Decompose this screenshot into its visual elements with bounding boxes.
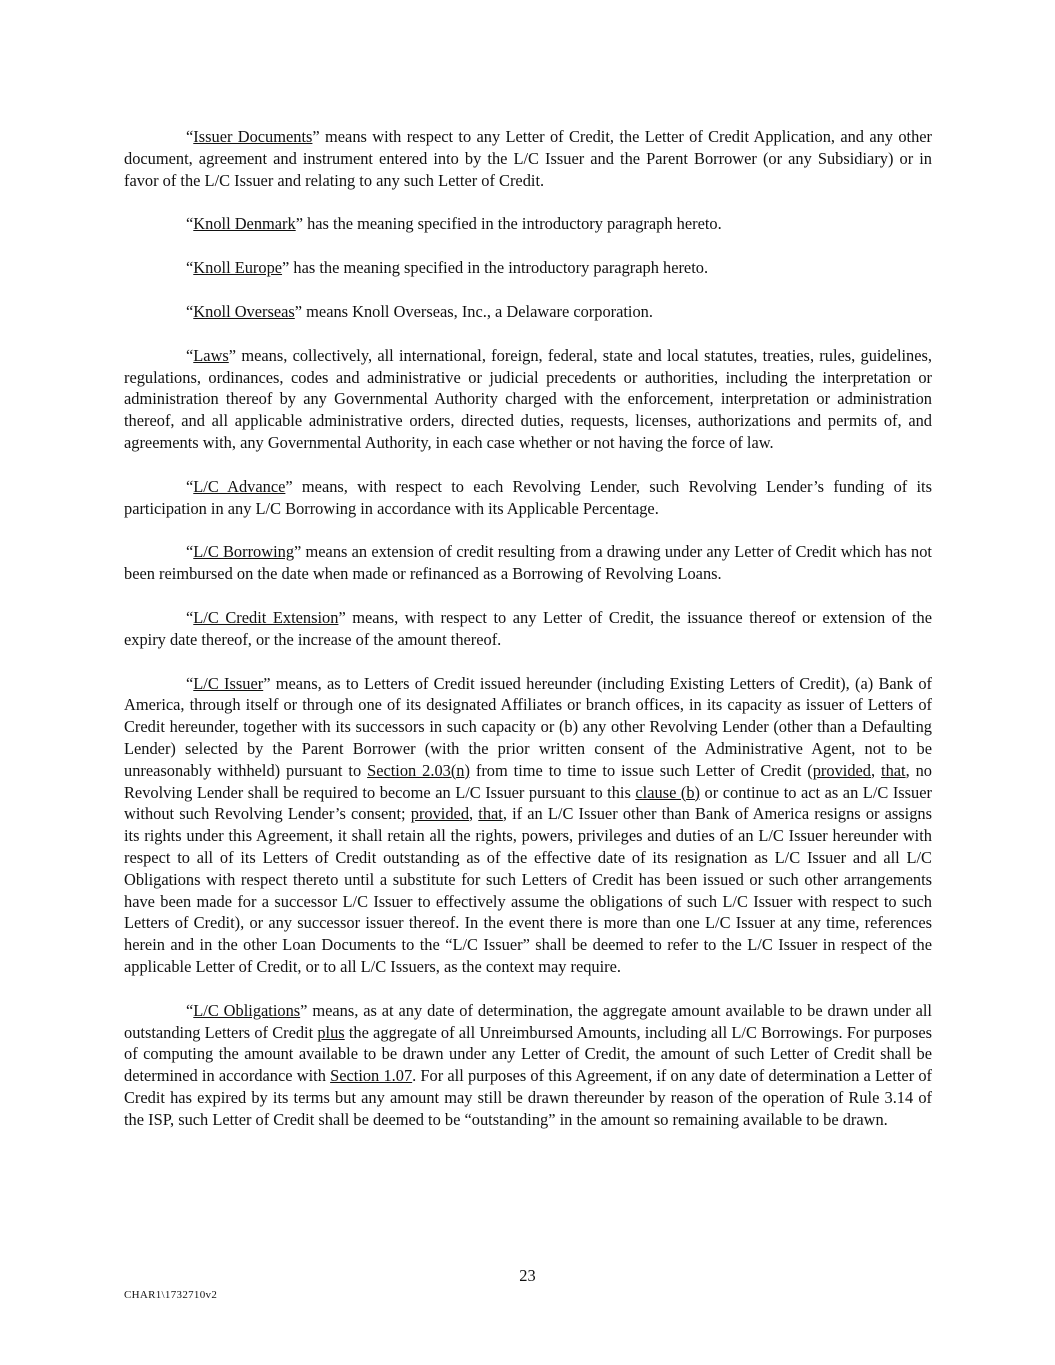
defined-term-reference: Knoll Overseas	[193, 301, 295, 321]
defined-term-reference: Section 1.07	[330, 1066, 413, 1086]
defined-term-reference: L/C Borrowing	[193, 542, 295, 562]
defined-term-reference: provided	[410, 804, 470, 824]
defined-term-reference: clause (b)	[635, 782, 700, 802]
defined-term-reference: Laws	[193, 345, 229, 365]
defined-term-reference: L/C Advance	[193, 476, 286, 496]
defined-term-reference: that	[478, 804, 503, 824]
defined-term-reference: L/C Issuer	[193, 673, 264, 693]
defined-term-reference: L/C Obligations	[193, 1000, 301, 1020]
def-lc-advance: “L/C Advance” means, with respect to each Revolving Lender, such Revolving Lender’s funding of its participation in any L/C Borrowing in accordance with its Applicable Percentage.	[124, 476, 932, 518]
def-lc-credit-extension: “L/C Credit Extension” means, with respect to any Letter of Credit, the issuance thereof or extension of the expiry date thereof, or the increase of the amount thereof.	[124, 607, 933, 649]
defined-term-reference: Section 2.03(n)	[367, 760, 470, 780]
def-knoll-denmark: “Knoll Denmark” has the meaning specified in the introductory paragraph hereto.	[186, 214, 722, 234]
defined-term-reference: that	[881, 760, 906, 780]
defined-term-reference: Knoll Europe	[193, 258, 283, 278]
page-number: 23	[519, 1266, 536, 1285]
def-issuer-documents: “Issuer Documents” means with respect to any Letter of Credit, the Letter of Credit Application, and any other document, agreement and instrument entered into by the L/C Issuer and the Parent Borrower (or any Subsidiary) or in favor of the L/C Issuer and relating to any such Letter of Credit.	[124, 127, 932, 190]
def-knoll-europe: “Knoll Europe” has the meaning specified in the introductory paragraph hereto.	[186, 258, 709, 278]
defined-term-reference: plus	[317, 1022, 345, 1042]
defined-term-reference: Issuer Documents	[193, 127, 313, 146]
def-lc-borrowing: “L/C Borrowing” means an extension of credit resulting from a drawing under any Letter of Credit which has not been reimbursed on the date when made or refinanced as a Borrowing of Revolving Loans.	[124, 542, 932, 584]
def-laws: “Laws” means, collectively, all international, foreign, federal, state and local statutes, treaties, rules, guidelines, regulations, ordinances, codes and administrative or judicial precedents or authorities, including the interpretation or administration thereof by any Governmental Authority charged with the enforcement, interpretation or administration thereof, and all applicable administrative orders, directed duties, requests, licenses, authorizations and permits of, and agreements with, any Governmental Authority, in each case whether or not having the force of law.	[124, 345, 932, 452]
defined-term-reference: Knoll Denmark	[193, 214, 296, 234]
defined-term-reference: L/C Credit Extension	[193, 607, 339, 627]
def-lc-obligations: “L/C Obligations” means, as at any date of determination, the aggregate amount available to be drawn under all outstanding Letters of Credit plus the aggregate of all Unreimbursed Amounts, including all L/C Borrowings. For purposes of computing the amount available to be drawn under any Letter of Credit, the amount of such Letter of Credit shall be determined in accordance with Section 1.07. For all purposes of this Agreement, if on any date of determination a Letter of Credit has expired by its terms but any amount may still be drawn thereunder by reason of the operation of Rule 3.14 of the ISP, such Letter of Credit shall be deemed to be “outstanding” in the amount so remaining available to be drawn.	[124, 1000, 933, 1129]
document-body	[124, 126, 932, 1152]
def-lc-issuer: “L/C Issuer” means, as to Letters of Credit issued hereunder (including Existing Letters of Credit), (a) Bank of America, through itself or through one of its designated Affiliates or branch offices, in its capacity as issuer of Letters of Credit hereunder, together with its successors in such capacity or (b) any other Revolving Lender (other than a Defaulting Lender) selected by the Parent Borrower (with the prior written consent of the Administrative Agent, not to be unreasonably withheld) pursuant to Section 2.03(n) from time to time to issue such Letter of Credit (provided, that, no Revolving Lender shall be required to become an L/C Issuer pursuant to this clause (b) or continue to act as an L/C Issuer without such Revolving Lender’s consent; provided, that, if an L/C Issuer other than Bank of America resigns or assigns its rights under this Agreement, it shall retain all the rights, powers, privileges and duties of an L/C Issuer hereunder with respect to all of its Letters of Credit outstanding as of the effective date of its resignation as L/C Issuer and all L/C Obligations with respect thereto until a substitute for such Letters of Credit has been issued or such other arrangements have been made for a successor L/C Issuer to effectively assume the obligations of such L/C Issuer with respect to such Letters of Credit), or any successor issuer thereof. In the event there is more than one L/C Issuer at any time, references herein and in the other Loan Documents to the “L/C Issuer” shall be deemed to refer to the L/C Issuer in respect of the applicable Letter of Credit, or to all L/C Issuers, as the context may require.	[124, 673, 932, 976]
defined-term-reference: provided	[812, 760, 871, 780]
def-knoll-overseas: “Knoll Overseas” means Knoll Overseas, Inc., a Delaware corporation.	[186, 301, 653, 321]
document-id: CHAR1\1732710v2	[124, 1289, 218, 1301]
